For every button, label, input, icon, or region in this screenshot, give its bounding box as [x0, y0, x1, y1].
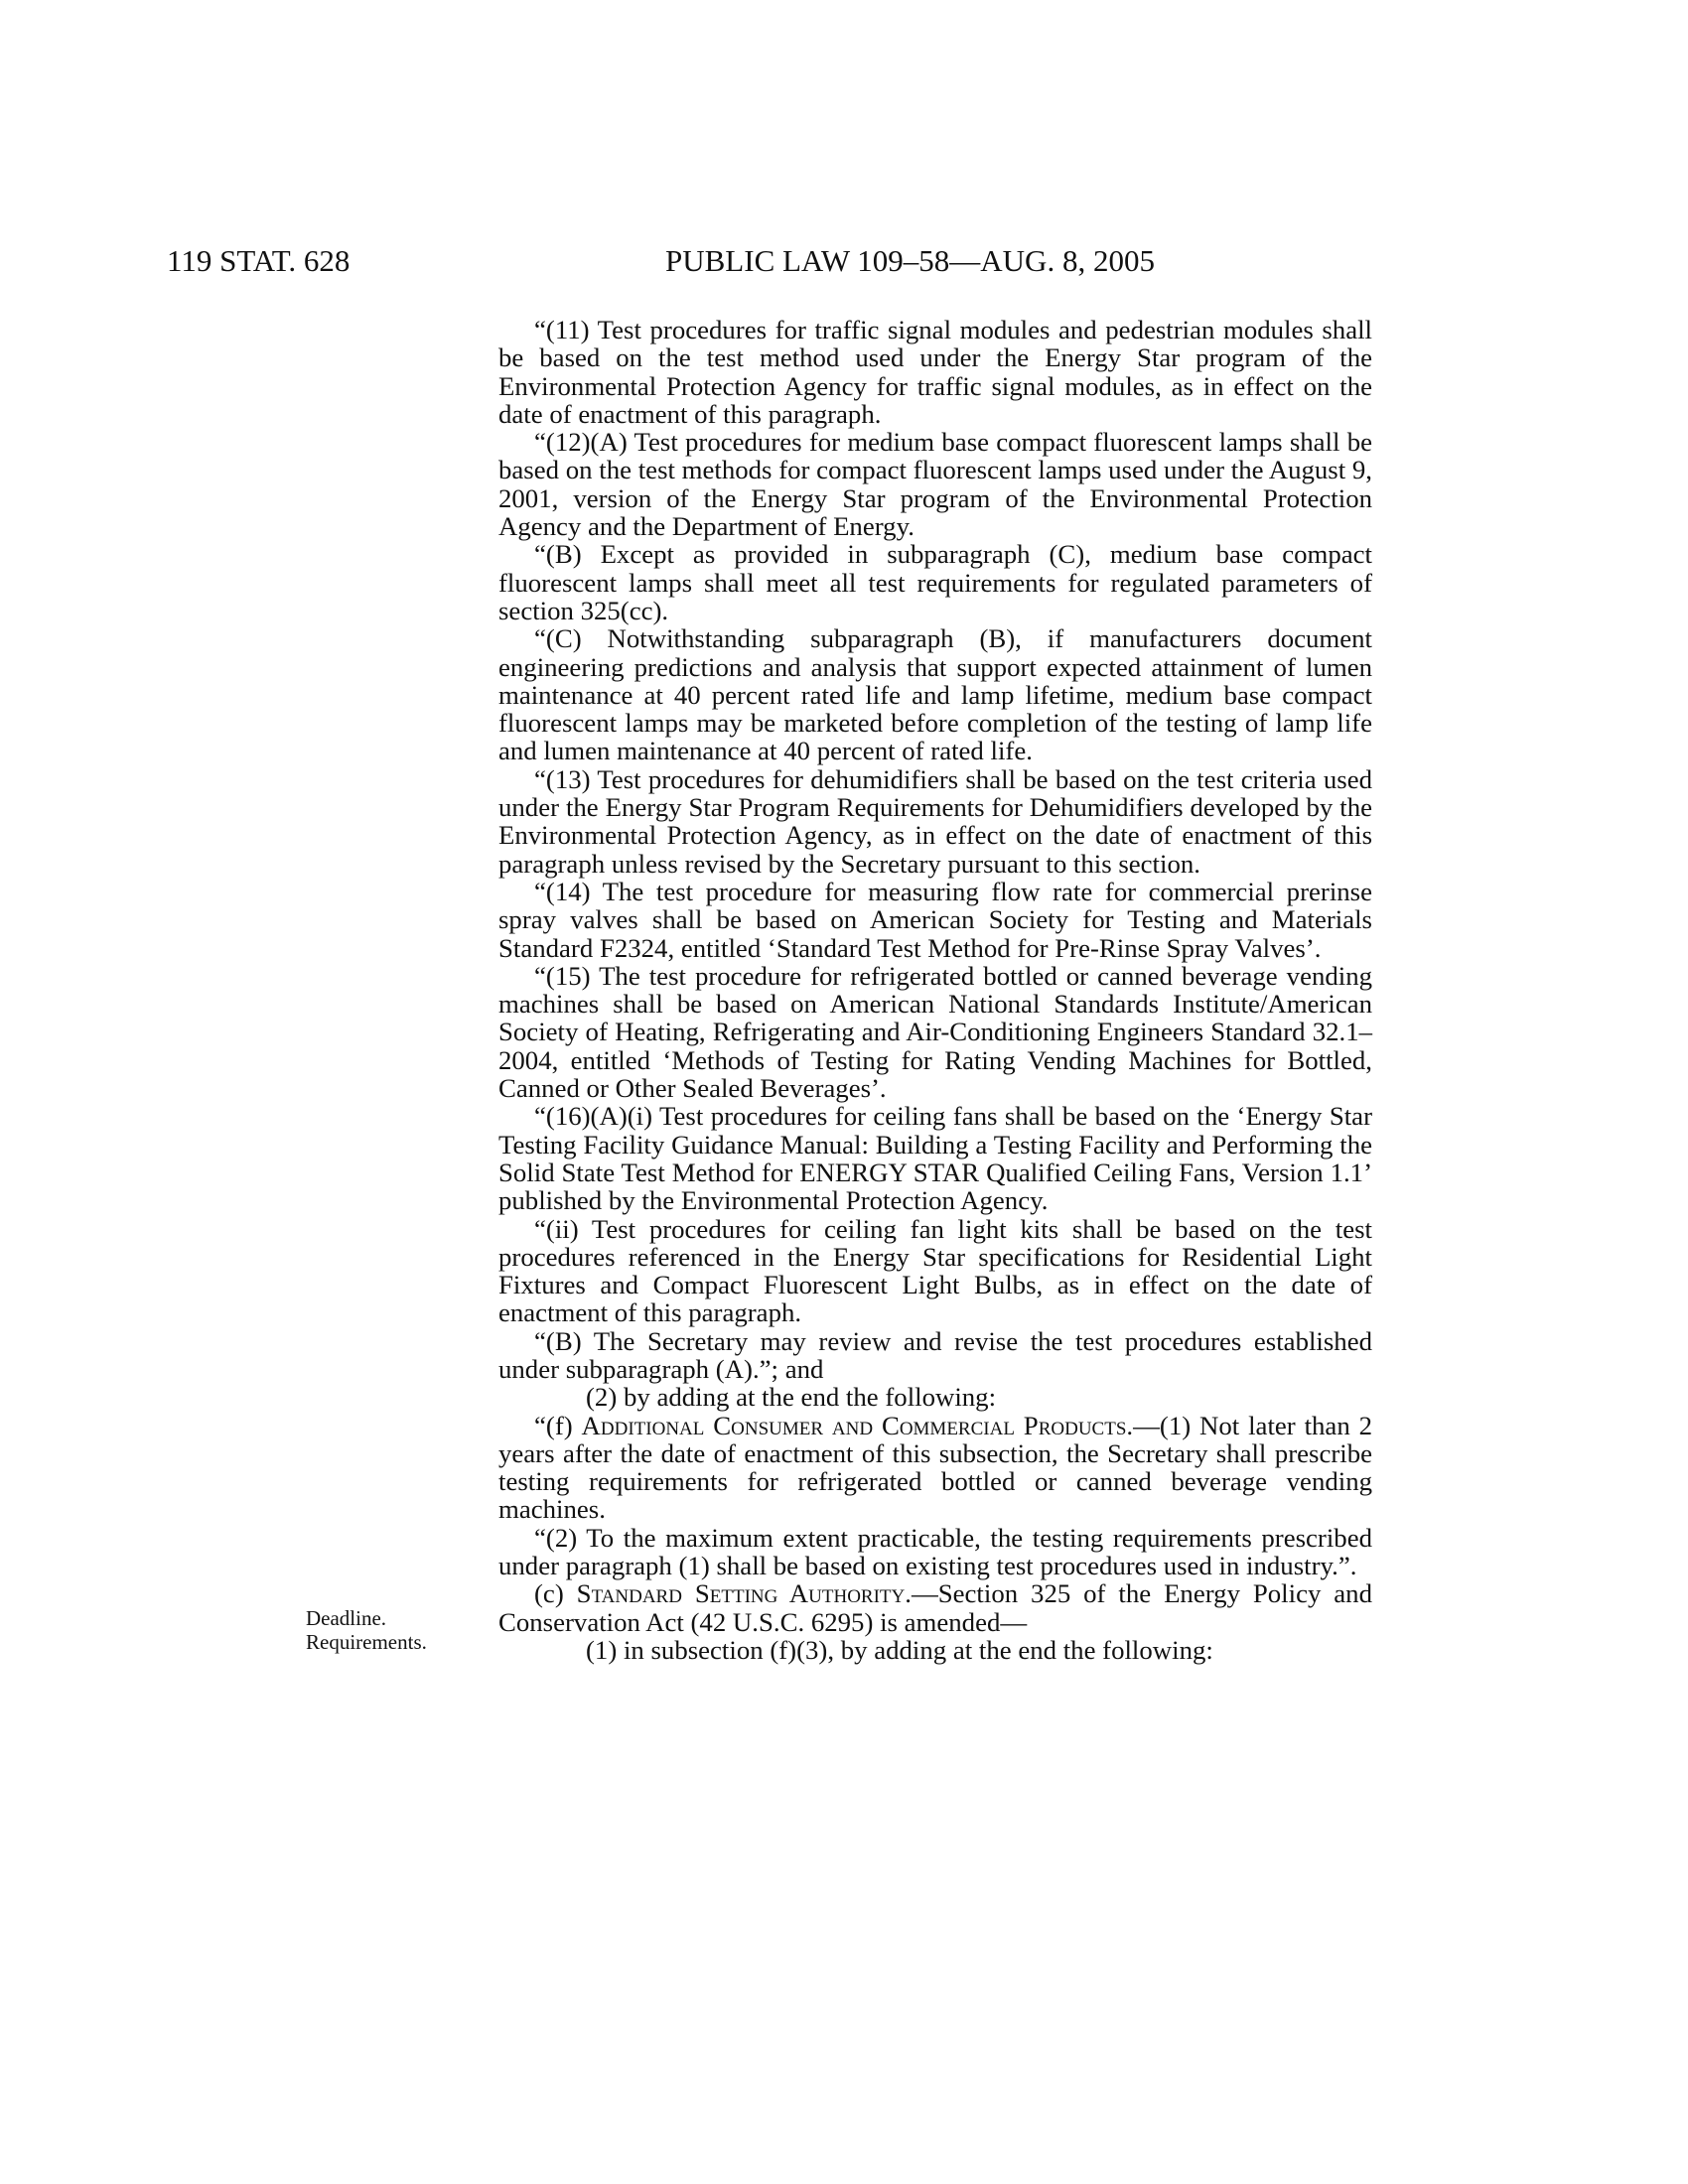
subsection-f-heading: Additional Consumer and Commercial Products [581, 1410, 1127, 1440]
subsection-f-1 [498, 1412, 1372, 1524]
amendment-item-1: (1) in subsection (f)(3), by adding at the end the following: [586, 1634, 1213, 1665]
public-law-title: PUBLIC LAW 109–58—AUG. 8, 2005 [665, 243, 1155, 278]
section-c-open: (c) [534, 1578, 577, 1609]
section-c [498, 1579, 1372, 1636]
subsection-f-open: “(f) [534, 1410, 582, 1440]
paragraph-12a: “(12)(A) Test procedures for medium base compact fluorescent lamps shall be based on the test methods for compact fluorescent lamps used under the August 9, 2001, version of the Energy Star program of the Environmental Protection Agency and the Department of Energy. [498, 427, 1372, 542]
section-c-heading: Standard Setting Authority [576, 1578, 906, 1609]
section-c-text: .—Section 325 of the Energy Policy and Conservation Act (42 U.S.C. 6295) is amended— [498, 1578, 1372, 1637]
margin-note-requirements: Requirements. [306, 1630, 427, 1654]
subsection-f-2: “(2) To the maximum extent practicable, the testing requirements prescribed under paragraph (1) shall be based on existing test procedures used in industry.”. [498, 1522, 1372, 1581]
paragraph-11: “(11) Test procedures for traffic signal modules and pedestrian modules shall be based on the test method used under the Energy Star program of the Environmental Protection Agency for traffic signal modules, as in effect on the date of enactment of this paragraph. [498, 315, 1372, 429]
statute-body [498, 316, 1372, 1664]
paragraph-16a-i: “(16)(A)(i) Test procedures for ceiling fans shall be based on the ‘Energy Star Testing Facility Guidance Manual: Building a Testing Facility and Performing the Solid State Test Method for ENERGY STAR Qualified Ceiling Fans, Version 1.1’ published by the Environmental Protection Agency. [498, 1101, 1372, 1216]
paragraph-15: “(15) The test procedure for refrigerated bottled or canned beverage vending machines shall be based on American National Standards Institute/American Society of Heating, Refrigerating and Air-Conditioning Engineers Standard 32.1–2004, entitled ‘Methods of Testing for Rating Vending Machines for Bottled, Canned or Other Sealed Beverages’. [498, 960, 1372, 1104]
stat-page-number: 119 STAT. 628 [167, 243, 351, 278]
subsection-f-text: .—(1) Not later than 2 years after the date of enactment of this subsection, the Secretary shall prescribe testing requirements for refrigerated bottled or canned beverage vending machines. [498, 1410, 1372, 1525]
paragraph-16a-ii: “(ii) Test procedures for ceiling fan light kits shall be based on the test procedures referenced in the Energy Star specifications for Residential Light Fixtures and Compact Fluorescent Light Bulbs, as in effect on the date of enactment of this paragraph. [498, 1213, 1372, 1328]
paragraph-14: “(14) The test procedure for measuring flow rate for commercial prerinse spray valves shall be based on American Society for Testing and Materials Standard F2324, entitled ‘Standard Test Method for Pre-Rinse Spray Valves’. [498, 876, 1372, 963]
paragraph-16b: “(B) The Secretary may review and revise the test procedures established under subparagraph (A).”; and [498, 1325, 1372, 1384]
running-header [0, 243, 1688, 283]
paragraph-12c: “(C) Notwithstanding subparagraph (B), if manufacturers document engineering predictions and analysis that support expected attainment of lumen maintenance at 40 percent rated life and lamp lifetime, medium base compact fluorescent lamps may be marketed before completion of the testing of lamp life and lumen maintenance at 40 percent of rated life. [498, 623, 1372, 766]
margin-note-deadline: Deadline. [306, 1606, 387, 1630]
paragraph-12b: “(B) Except as provided in subparagraph (C), medium base compact fluorescent lamps shall meet all test requirements for regulated parameters of section 325(cc). [498, 539, 1372, 625]
amendment-item-2: (2) by adding at the end the following: [586, 1382, 997, 1413]
paragraph-13: “(13) Test procedures for dehumidifiers shall be based on the test criteria used under the Energy Star Program Requirements for Dehumidifiers developed by the Environmental Protection Agency, as in effect on the date of enactment of this paragraph unless revised by the Secretary pursuant to this section. [498, 763, 1372, 879]
margin-note [306, 1606, 427, 1654]
